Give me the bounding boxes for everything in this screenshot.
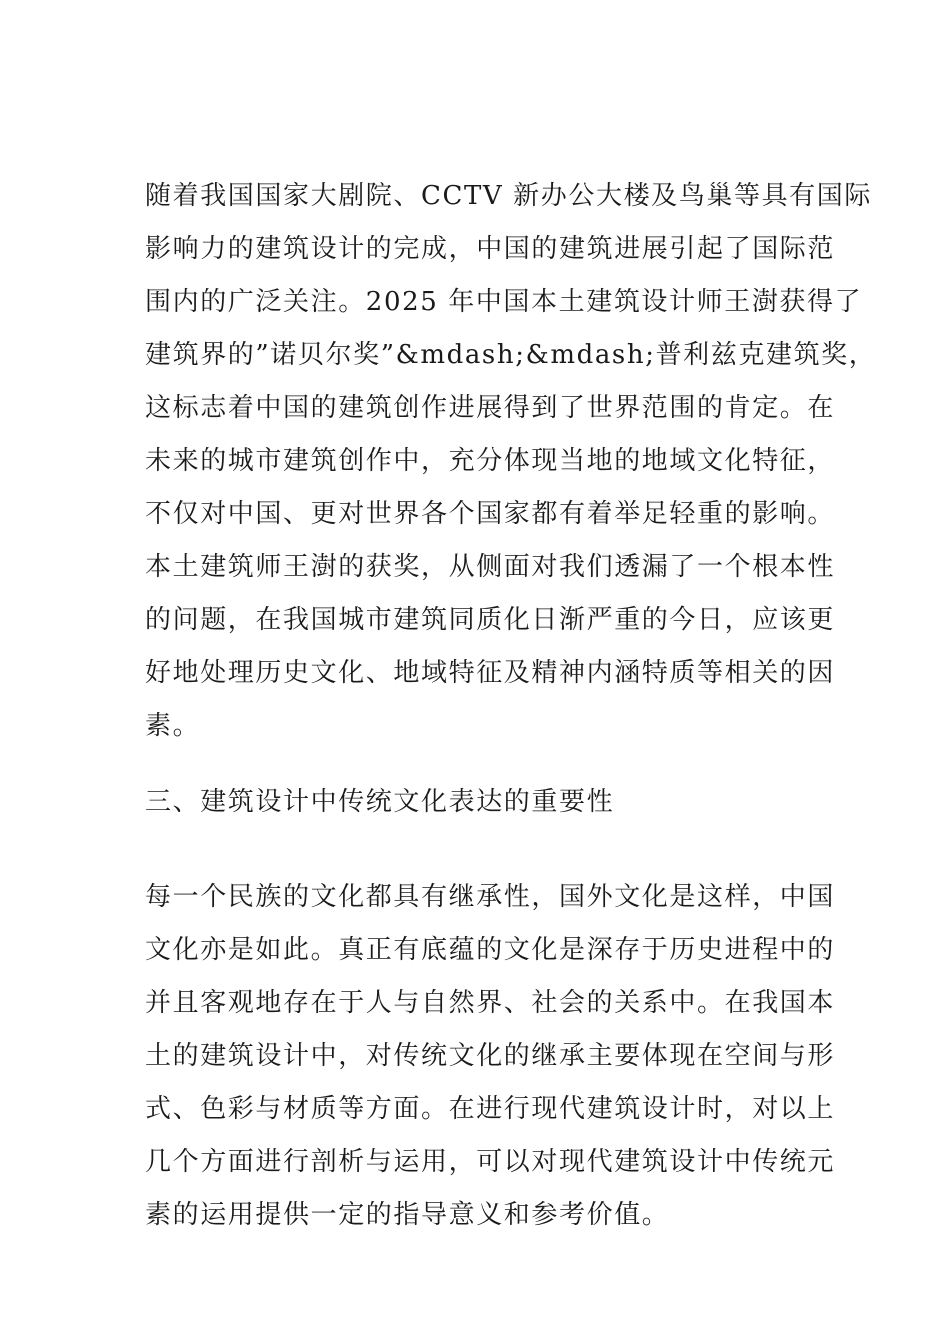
paragraph-line: 的问题，在我国城市建筑同质化日渐严重的今日，应该更 — [145, 605, 836, 635]
paragraph-line: 素。 — [145, 711, 201, 741]
paragraph-line: 好地处理历史文化、地域特征及精神内涵特质等相关的因 — [145, 658, 836, 688]
paragraph-line: 并且客观地存在于人与自然界、社会的关系中。在我国本 — [145, 988, 836, 1018]
paragraph-line: 几个方面进行剖析与运用，可以对现代建筑设计中传统元 — [145, 1147, 836, 1177]
paragraph-line: 式、色彩与材质等方面。在进行现代建筑设计时，对以上 — [145, 1094, 836, 1124]
paragraph-line: 每一个民族的文化都具有继承性，国外文化是这样，中国 — [145, 882, 836, 912]
paragraph-line: 土的建筑设计中，对传统文化的继承主要体现在空间与形 — [145, 1041, 836, 1071]
paragraph-line: 这标志着中国的建筑创作进展得到了世界范围的肯定。在 — [145, 393, 836, 423]
paragraph-line: 建筑界的”诺贝尔奖”&mdash;&mdash;普利兹克建筑奖， — [145, 340, 877, 370]
paragraph-line: 围内的广泛关注。2025 年中国本土建筑设计师王澍获得了 — [145, 287, 863, 317]
paragraph-line: 素的运用提供一定的指导意义和参考价值。 — [145, 1200, 670, 1230]
paragraph-line: 本土建筑师王澍的获奖，从侧面对我们透漏了一个根本性 — [145, 552, 836, 582]
paragraph-line: 文化亦是如此。真正有底蕴的文化是深存于历史进程中的 — [145, 935, 836, 965]
paragraph-line: 影响力的建筑设计的完成，中国的建筑进展引起了国际范 — [145, 234, 836, 264]
paragraph-line: 随着我国国家大剧院、CCTV 新办公大楼及鸟巢等具有国际 — [145, 181, 872, 211]
paragraph-line: 未来的城市建筑创作中，充分体现当地的地域文化特征， — [145, 446, 836, 476]
paragraph-line: 不仅对中国、更对世界各个国家都有着举足轻重的影响。 — [145, 499, 836, 529]
section-heading: 三、建筑设计中传统文化表达的重要性 — [145, 787, 615, 817]
